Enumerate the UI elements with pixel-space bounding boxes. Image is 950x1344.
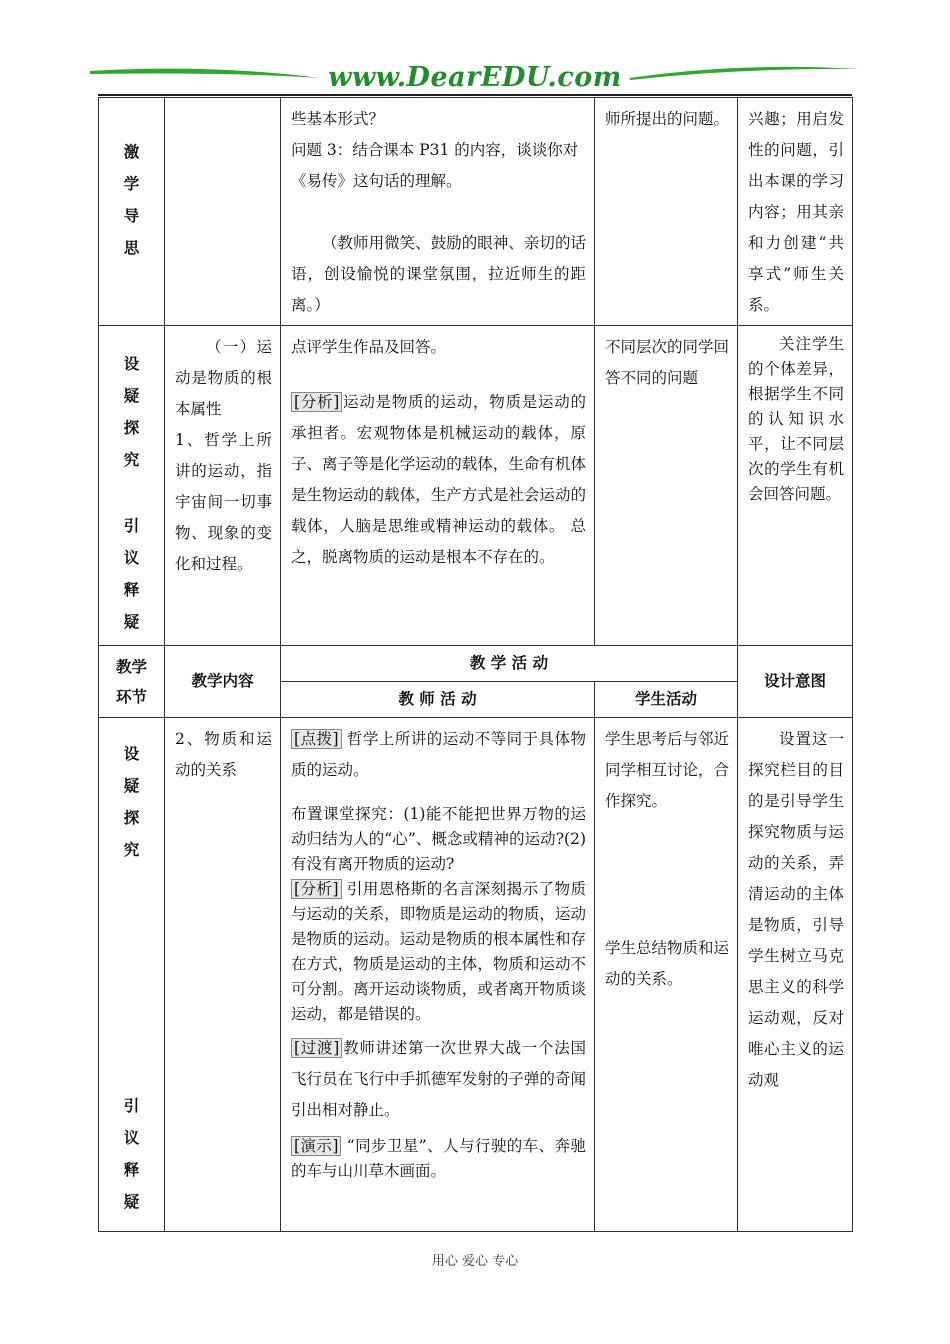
stage-char: 引: [123, 1097, 140, 1115]
header-activity: 教 学 活 动: [281, 646, 738, 682]
stage-char: 议: [123, 549, 140, 567]
design-intent-cell: 设置这一探究栏目的目的是引导学生探究物质与运动的关系，弄清运动的主体是物质，引导学生树立马克思主义的科学运动观，反对唯心主义的运动观: [738, 718, 853, 1232]
teacher-hint: [点拨] 哲学上所讲的运动不等同于具体物质的运动。: [291, 730, 586, 779]
student-activity-cell: 师所提出的问题。: [595, 98, 738, 326]
stage-char: 引: [123, 517, 140, 535]
student-activity-cell: 不同层次的同学回答不同的问题: [595, 326, 738, 646]
teacher-activity-cell: [281, 326, 595, 646]
content-cell: 2、物质和运动的关系: [165, 718, 281, 1232]
site-header-banner: [90, 58, 860, 98]
stage-char: 学: [123, 175, 140, 193]
stage-cell: [99, 718, 165, 1232]
teacher-analysis: [分析] 引用恩格斯的名言深刻揭示了物质与运动的关系，即物质是运动的物质，运动是物质的运动。运动是物质的根本属性和存在方式，物质是运动的主体，物质和运动不可分割。离开运动谈物质，或者离开物质谈运动，都是错误的。: [291, 880, 586, 1023]
hint-tag: [点拨]: [291, 729, 342, 749]
teacher-line: 《易传》这句话的理解。: [291, 172, 462, 190]
header-stage: 教学 环节: [99, 646, 165, 718]
design-intent-cell: 兴趣；用启发性的问题，引出本课的学习内容；用其亲和力创建“共享式”师生关系。: [738, 98, 853, 326]
demo-tag: [演示]: [291, 1136, 341, 1156]
stage-char: 究: [123, 451, 140, 469]
inquiry-task: 布置课堂探究：(1)能不能把世界万物的运动归结为人的“心”、概念或精神的运动?(2)有没有离开物质的运动?: [291, 805, 586, 873]
stage-char: 探: [123, 419, 140, 437]
stage-char: 激: [123, 143, 140, 161]
teacher-activity-cell: [281, 98, 595, 326]
stage-char: 议: [123, 1129, 140, 1147]
transition-tag: [过渡]: [291, 1038, 342, 1058]
content-point: 1、哲学上所讲的运动，指宇宙间一切事物、现象的变化和过程。: [175, 431, 272, 573]
stage-char: 究: [123, 841, 140, 859]
content-cell: [165, 326, 281, 646]
stage-char: 释: [123, 581, 140, 599]
analysis-text: 运动是物质的运动，物质是运动的承担者。宏观物体是机械运动的载体，原子、离子等是化学运动的载体，生命有机体是生物运动的载体，生产方式是社会运动的载体，人脑是思维或精神运动的载体。 总之，脱离物质的运动是根本不存在的。: [291, 393, 586, 566]
table-header-row: [99, 646, 853, 682]
header-content: 教学内容: [165, 646, 281, 718]
table-row: [99, 98, 853, 326]
analysis-tag: [分析]: [291, 879, 342, 899]
student-activity-cell: [595, 718, 738, 1232]
page-footer: 用心 爱心 专心: [431, 1254, 519, 1269]
stage-char: 设: [123, 745, 140, 763]
teacher-intro: 点评学生作品及回答。: [291, 338, 447, 356]
stage-char: 疑: [123, 387, 140, 405]
student-activity-1: 学生思考后与邻近同学相互讨论，合作探究。: [605, 730, 730, 810]
teacher-activity-cell: [281, 718, 595, 1232]
site-logo-text[interactable]: www.DearEDU.com: [328, 62, 622, 93]
header-rule: [98, 94, 852, 96]
stage-cell: [99, 98, 165, 326]
stage-char: 思: [123, 239, 140, 257]
student-activity-2: 学生总结物质和运动的关系。: [605, 939, 730, 988]
stage-char: 导: [123, 207, 140, 225]
analysis-tag: [分析]: [291, 392, 342, 412]
teacher-note: （教师用微笑、鼓励的眼神、亲切的话语，创设愉悦的课堂氛围，拉近师生的距离。）: [291, 234, 586, 314]
content-cell: [165, 98, 281, 326]
content-section-title: （一）运动是物质的根本属性: [175, 338, 272, 418]
table-row: [99, 718, 853, 1232]
lesson-plan-table: [98, 97, 853, 1232]
stage-char: 设: [123, 355, 140, 373]
teacher-line: 问题 3：结合课本 P31 的内容，谈谈你对: [291, 141, 579, 159]
stage-char: 疑: [123, 777, 140, 795]
stage-char: 探: [123, 809, 140, 827]
table-row: [99, 326, 853, 646]
teacher-analysis: [291, 387, 586, 573]
header-teacher: 教 师 活 动: [281, 682, 595, 718]
stage-char: 疑: [123, 613, 140, 631]
design-intent-cell: 关注学生的个体差异，根据学生不同的认知识水平，让不同层次的学生有机会回答问题。: [738, 326, 853, 646]
teacher-demo: [演示] “同步卫星”、人与行驶的车、奔驰的车与山川草木画面。: [291, 1137, 586, 1180]
header-intent: 设计意图: [738, 646, 853, 718]
stage-char: 疑: [123, 1193, 140, 1211]
stage-cell: [99, 326, 165, 646]
stage-char: 释: [123, 1161, 140, 1179]
teacher-line: 些基本形式？: [291, 110, 385, 128]
header-student: 学生活动: [595, 682, 738, 718]
teacher-transition: [过渡] 教师讲述第一次世界大战一个法国飞行员在飞行中手抓德军发射的子弹的奇闻引出相对静止。: [291, 1039, 586, 1119]
